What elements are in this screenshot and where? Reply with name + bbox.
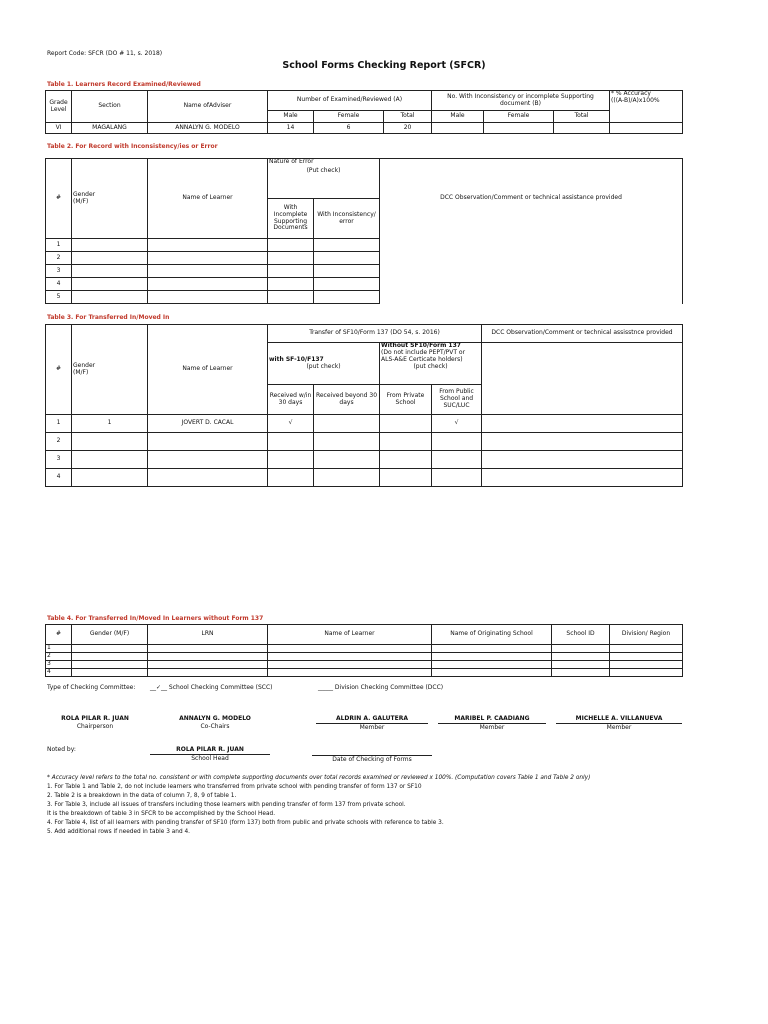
- table-row: 2: [46, 433, 683, 451]
- t1-h-accuracy: * % Accuracy (((A-B)/A)x100%: [610, 91, 683, 123]
- committee-label: Type of Checking Committee:: [47, 684, 136, 691]
- note-item: 3. For Table 3, include all issues of transfers including those learners with pending transfer of form 137 from private school.: [47, 801, 406, 808]
- t4-h-gender: Gender (M/F): [72, 625, 148, 645]
- table4-caption: Table 4. For Transferred In/Moved In Learners without Form 137: [47, 615, 264, 622]
- note-item: 2. Table 2 is a breakdown in the data of column 7, 8, 9 of table 1.: [47, 792, 237, 799]
- date-field[interactable]: [312, 746, 432, 756]
- t2-h-num: #: [46, 159, 72, 239]
- t3-h-public: From Public School and SUC/LUC: [432, 385, 482, 415]
- t1-h-female: Female: [314, 111, 384, 123]
- table1: [45, 90, 683, 134]
- t1-h-grade: Grade Level: [46, 91, 72, 123]
- date-of-checking: Date of Checking of Forms: [312, 746, 432, 763]
- t1-h-total: Total: [384, 111, 432, 123]
- t3-h-with-check: (put check): [306, 362, 341, 370]
- t2-num: 1: [46, 239, 72, 252]
- t4-h-num: #: [46, 625, 72, 645]
- t1-h-inconsistency: No. With Inconsistency or incomplete Supporting document (B): [432, 91, 610, 111]
- t3-h-gender: Gender (M/F): [72, 325, 148, 415]
- t3-h-private: From Private School: [380, 385, 432, 415]
- t1-h-examined: Number of Examined/Reviewed (A): [268, 91, 432, 111]
- t2-num: 2: [46, 252, 72, 265]
- t2-num: 3: [46, 265, 72, 278]
- signatory-member-1: ALDRIN A. GALUTERA Member: [316, 715, 428, 731]
- table2-caption: Table 2. For Record with Inconsistency/ies or Error: [47, 143, 218, 150]
- t2-h-putcheck: (Put check): [306, 166, 341, 174]
- t4-h-division: Division/ Region: [610, 625, 683, 645]
- committee-dcc[interactable]: _____ Division Checking Committee (DCC): [318, 684, 444, 691]
- table-row: 4: [46, 669, 683, 677]
- t3-h-num: #: [46, 325, 72, 415]
- t3-h-name: Name of Learner: [148, 325, 268, 415]
- t1-adviser[interactable]: ANNALYN G. MODELO: [148, 123, 268, 134]
- noted-label: Noted by:: [47, 746, 76, 753]
- table-row: 3: [46, 661, 683, 669]
- committee-scc[interactable]: __✓__ School Checking Committee (SCC): [150, 684, 273, 691]
- table3: [45, 324, 683, 487]
- table4: [45, 624, 683, 677]
- notes: [47, 774, 727, 837]
- table-row: 3: [46, 451, 683, 469]
- table2: [45, 158, 683, 304]
- t1-section[interactable]: MAGALANG: [72, 123, 148, 134]
- t1-h-total-b: Total: [554, 111, 610, 123]
- note-item: 4. For Table 4, list of all learners with pending transfer of SF10 (form 137) both from public and private schools with reference to table 3.: [47, 819, 444, 826]
- table1-caption: Table 1. Learners Record Examined/Reviewed: [47, 81, 201, 88]
- t2-num: 4: [46, 278, 72, 291]
- signatory-member-2: MARIBEL P. CAADIANG Member: [438, 715, 546, 731]
- note-item: 5. Add additional rows if needed in table 3 and 4.: [47, 828, 191, 835]
- t1-accuracy[interactable]: [610, 123, 683, 134]
- t1-b-total[interactable]: [554, 123, 610, 134]
- note-item: It is the breakdown of table 3 in SFCR to be accomplished by the School Head.: [47, 810, 276, 817]
- t2-num: 5: [46, 291, 72, 304]
- signatory-member-3: MICHELLE A. VILLANUEVA Member: [556, 715, 682, 731]
- t3-h-dcc: DCC Observation/Comment or technical assisstnce provided: [482, 325, 683, 343]
- t1-b-male[interactable]: [432, 123, 484, 134]
- t1-h-section: Section: [72, 91, 148, 123]
- t1-b-female[interactable]: [484, 123, 554, 134]
- t3-h-without: Without SF10/Form 137: [381, 342, 461, 349]
- page-title: School Forms Checking Report (SFCR): [282, 60, 486, 71]
- t1-male[interactable]: 14: [268, 123, 314, 134]
- t3-h-beyond30: Received beyond 30 days: [314, 385, 380, 415]
- t2-h-incomplete: With Incomplete Supporting Documents: [268, 199, 314, 239]
- table3-caption: Table 3. For Transferred In/Moved In: [47, 314, 170, 321]
- t2-h-gender: Gender (M/F): [72, 159, 148, 239]
- t4-h-lrn: LRN: [148, 625, 268, 645]
- t4-h-school: Name of Originating School: [432, 625, 552, 645]
- t1-h-female-b: Female: [484, 111, 554, 123]
- table-row: 2: [46, 653, 683, 661]
- t3-h-without-check: (put check): [413, 362, 448, 370]
- signatory-chair: ROLA PILAR R. JUAN Chairperson: [61, 715, 129, 730]
- t3-dcc-spacer: [482, 343, 683, 415]
- noted-signatory: ROLA PILAR R. JUAN School Head: [150, 746, 270, 762]
- t3-h-within30: Received w/in 30 days: [268, 385, 314, 415]
- t4-h-name: Name of Learner: [268, 625, 432, 645]
- t1-h-male: Male: [268, 111, 314, 123]
- t1-h-male-b: Male: [432, 111, 484, 123]
- signatory-cochair: ANNALYN G. MODELO Co-Chairs: [179, 715, 251, 730]
- t1-total[interactable]: 20: [384, 123, 432, 134]
- t1-h-adviser: Name ofAdviser: [148, 91, 268, 123]
- report-code: Report Code: SFCR (DO # 11, s. 2018): [47, 50, 163, 57]
- table-row: [46, 123, 683, 134]
- t1-grade[interactable]: VI: [46, 123, 72, 134]
- table-row: 4: [46, 469, 683, 487]
- t3-h-without-note: (Do not include PEPT/PVT or ALS-A&E Certicate holders): [381, 348, 466, 363]
- t4-h-schoolid: School ID: [552, 625, 610, 645]
- t3-h-transfer: Transfer of SF10/Form 137 (DO 54, s. 2016): [268, 325, 482, 343]
- t2-h-name: Name of Learner: [148, 159, 268, 239]
- note-accuracy: * Accuracy level refers to the total no. consistent or with complete supporting documents over total records examined or reviewed x 100%. (Computation covers Table 1 and Table 2 only): [47, 775, 591, 781]
- t3-h-with: with SF-10/F137: [269, 355, 324, 363]
- note-item: 1. For Table 1 and Table 2, do not include learners who transferred from private school with pending transfer of form 137 or SF10: [47, 783, 422, 790]
- t2-h-inconsist: With Inconsistency/ error: [314, 199, 380, 239]
- t2-h-nature: Nature of Error: [269, 158, 314, 165]
- table-row: 1: [46, 645, 683, 653]
- table-row: 1 1 JOVERT D. CACAL √ √: [46, 415, 683, 433]
- t2-dcc-cell[interactable]: [380, 239, 683, 304]
- t1-female[interactable]: 6: [314, 123, 384, 134]
- table-row: [46, 239, 683, 252]
- t2-h-dcc: DCC Observation/Comment or technical assistance provided: [380, 159, 683, 239]
